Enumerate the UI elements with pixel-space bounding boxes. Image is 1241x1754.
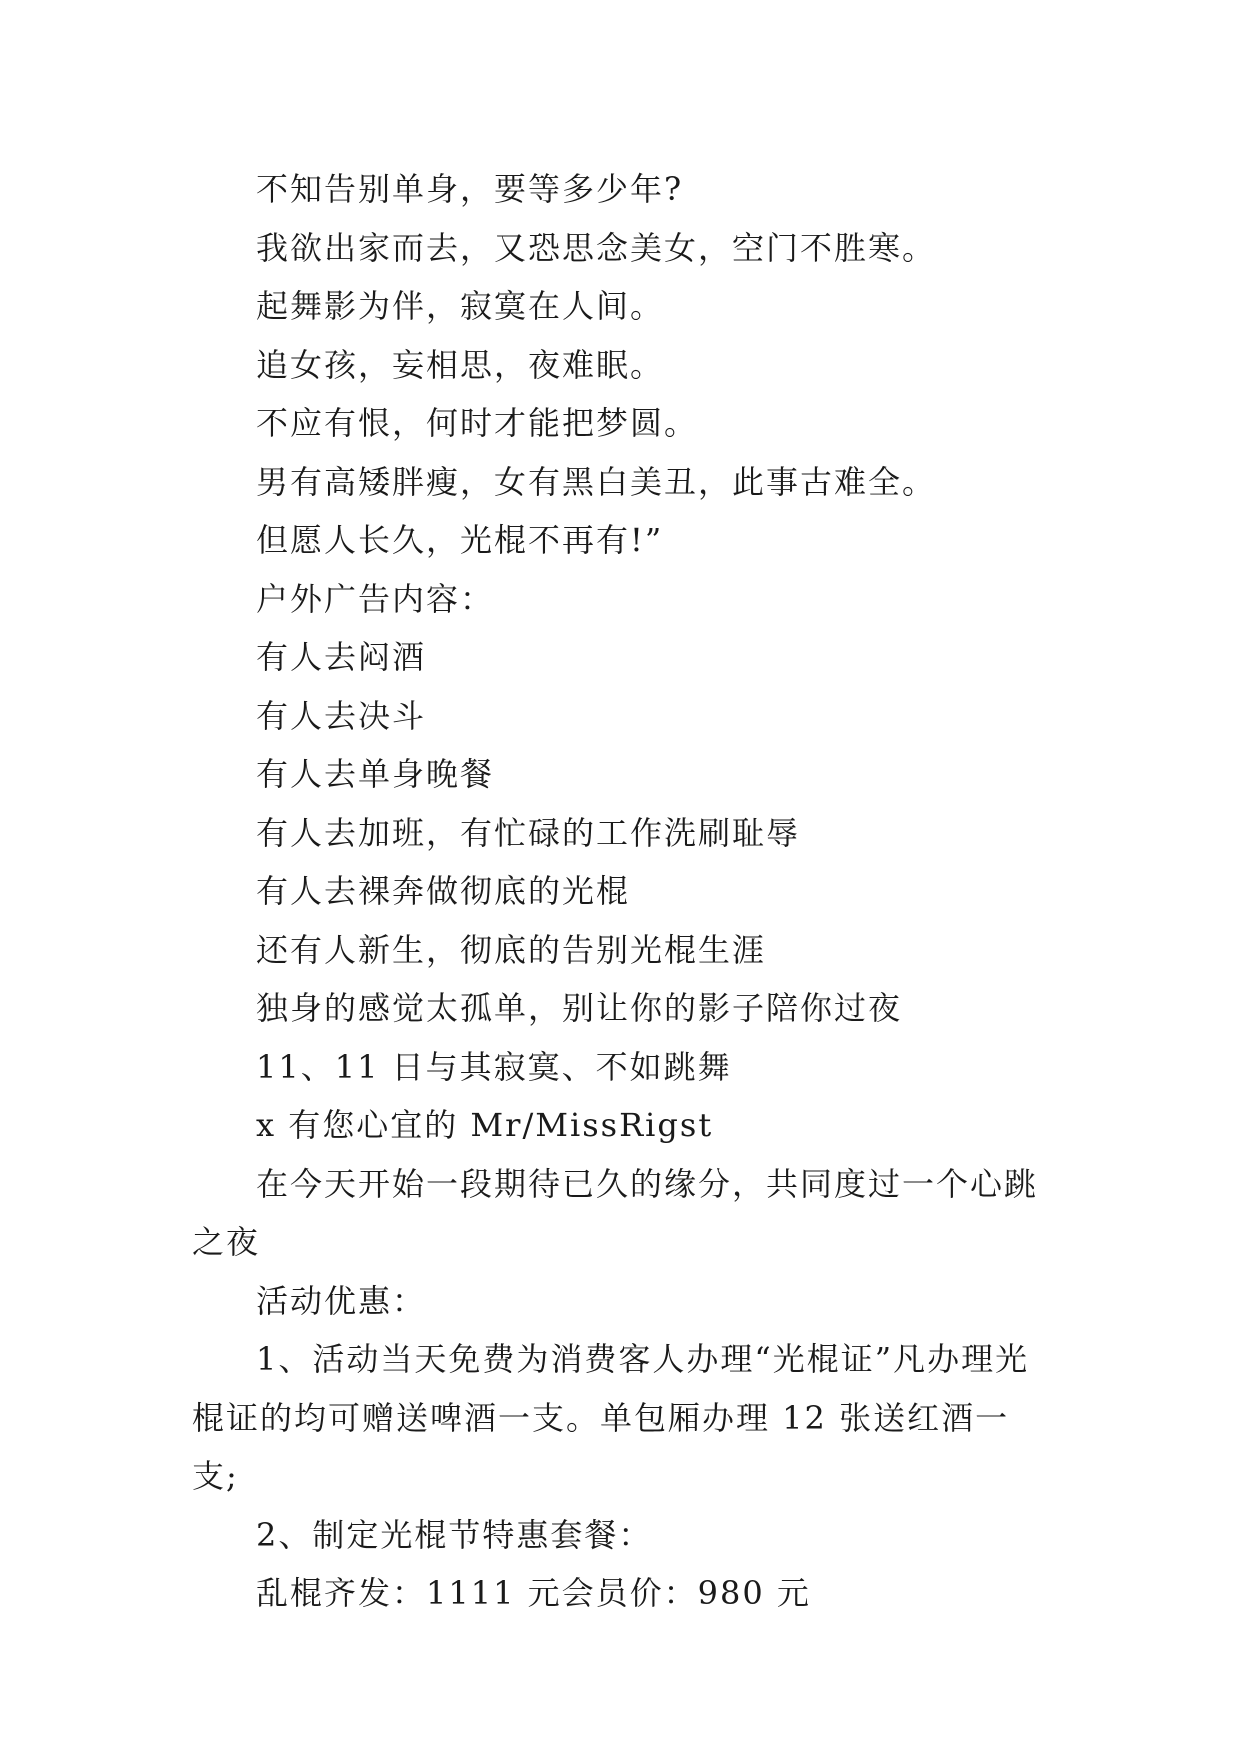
paragraph: 11、11 日与其寂寞、不如跳舞 [256,1047,732,1086]
paragraph: 男有高矮胖瘦，女有黑白美丑，此事古难全。 [256,462,937,501]
paragraph: 起舞影为伴，寂寞在人间。 [256,287,665,325]
paragraph: 独身的感觉太孤单，别让你的影子陪你过夜 [256,989,903,1027]
paragraph: 活动优惠： [256,1281,427,1320]
paragraph: 乱棍齐发：1111 元会员价：980 元 [256,1574,811,1612]
paragraph: 有人去加班，有忙碌的工作洗刷耻辱 [256,813,801,852]
paragraph: 但愿人长久，光棍不再有!” [256,521,664,559]
paragraph: 有人去闷酒 [256,638,427,676]
paragraph: 追女孩，妄相思，夜难眠。 [256,345,665,384]
paragraph: 1、活动当天免费为消费客人办理“光棍证”凡办理光棍证的均可赠送啤酒一支。单包厢办理 12 张送红酒一支; [192,1340,1030,1495]
paragraph: 在今天开始一段期待已久的缘分，共同度过一个心跳之夜 [192,1164,1039,1261]
paragraph: 不知告别单身，要等多少年? [256,170,684,208]
paragraph: 我欲出家而去，又恐思念美女，空门不胜寒。 [256,228,937,267]
document-body [192,160,1052,1623]
paragraph: x 有您心宜的 Mr/MissRigst [256,1106,714,1144]
paragraph: 有人去单身晚餐 [256,755,495,793]
paragraph: 2、制定光棍节特惠套餐： [256,1515,653,1554]
paragraph: 有人去裸奔做彻底的光棍 [256,872,631,910]
paragraph: 有人去决斗 [256,696,427,735]
paragraph: 不应有恨，何时才能把梦圆。 [256,404,699,442]
paragraph: 还有人新生，彻底的告别光棍生涯 [256,930,767,969]
paragraph: 户外广告内容： [256,579,495,618]
